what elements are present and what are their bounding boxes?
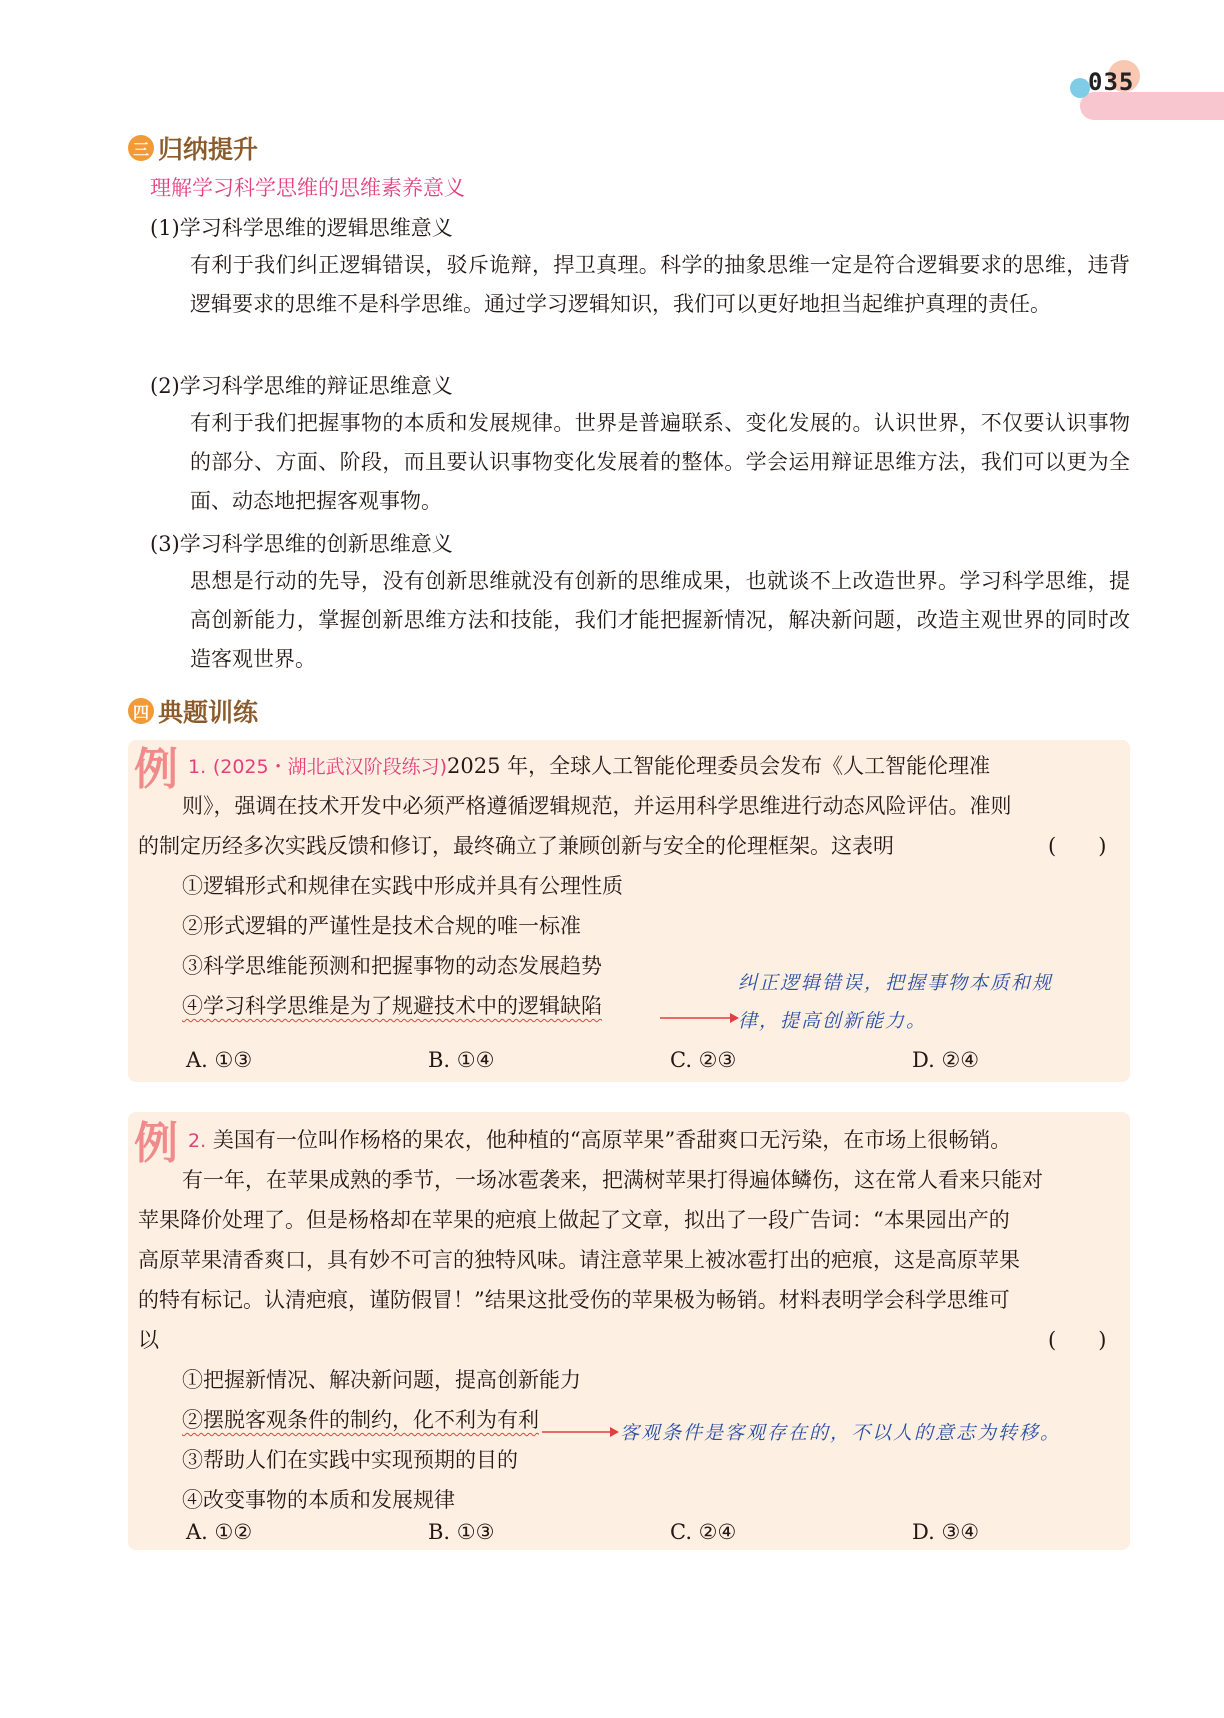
- example-text: 则》，强调在技术开发中必须严格遵循逻辑规范，并运用科学思维进行动态风险评估。准则: [182, 794, 1012, 818]
- handwritten-note: 纠正逻辑错误，把握事物本质和规: [738, 972, 1054, 994]
- statement-option: ④改变事物的本质和发展规律: [182, 1488, 455, 1512]
- example-text: 美国有一位叫作杨格的果农，他种植的“高原苹果”香甜爽口无污染，在市场上很畅销。: [212, 1128, 1012, 1152]
- handwritten-note: 客观条件是客观存在的，不以人的意志为转移。: [620, 1422, 1062, 1444]
- choice-a[interactable]: A. ①③: [186, 1048, 253, 1072]
- choice-b[interactable]: B. ①③: [428, 1520, 495, 1544]
- statement-option: [182, 1404, 539, 1434]
- example-text: 高原苹果清香爽口，具有妙不可言的独特风味。请注意苹果上被冰雹打出的疤痕，这是高原苹果: [138, 1248, 1020, 1272]
- section-subtitle: 理解学习科学思维的思维素养意义: [150, 176, 465, 200]
- statement-option: [182, 990, 602, 1020]
- example-text: 的特有标记。认清疤痕，谨防假冒！”结果这批受伤的苹果极为畅销。材料表明学会科学思维可: [138, 1288, 1010, 1312]
- example-text: 苹果降价处理了。但是杨格却在苹果的疤痕上做起了文章，拟出了一段广告词：“本果园出产的: [138, 1208, 1010, 1232]
- page-number: 035: [1088, 68, 1135, 96]
- section-number-badge: 四: [128, 698, 154, 724]
- choice-d[interactable]: D. ③④: [912, 1520, 980, 1544]
- statement-option: ①逻辑形式和规律在实践中形成并具有公理性质: [182, 874, 623, 898]
- choice-a[interactable]: A. ①②: [186, 1520, 253, 1544]
- section-number-badge: 三: [128, 135, 154, 161]
- point-body: 有利于我们把握事物的本质和发展规律。世界是普遍联系、变化发展的。认识世界，不仅要认识事物的部分、方面、阶段，而且要认识事物变化发展着的整体。学会运用辩证思维方法，我们可以更为全面、动态地把握客观事物。: [190, 411, 1130, 513]
- page-number-tab: [1080, 92, 1224, 120]
- section-heading: [128, 693, 258, 729]
- annotation-arrow-icon: [542, 1424, 622, 1440]
- example-first-line: [188, 750, 990, 780]
- answer-bracket: ( ): [1048, 834, 1107, 858]
- choice-d[interactable]: D. ②④: [912, 1048, 980, 1072]
- example-number: 1.: [188, 756, 207, 778]
- underlined-statement: ②摆脱客观条件的制约，化不利为有利: [182, 1408, 539, 1432]
- point-title: (3)学习科学思维的创新思维意义: [150, 532, 453, 556]
- section-title: 归纳提升: [158, 135, 259, 164]
- choice-b[interactable]: B. ①④: [428, 1048, 495, 1072]
- statement-option: ③帮助人们在实践中实现预期的目的: [182, 1448, 518, 1472]
- point-body: 有利于我们纠正逻辑错误，驳斥诡辩，捍卫真理。科学的抽象思维一定是符合逻辑要求的思维，违背逻辑要求的思维不是科学思维。通过学习逻辑知识，我们可以更好地担当起维护真理的责任。: [190, 253, 1130, 316]
- example-text: 2025 年，全球人工智能伦理委员会发布《人工智能伦理准: [447, 754, 991, 778]
- section-heading: [128, 130, 258, 166]
- statement-option: ②形式逻辑的严谨性是技术合规的唯一标准: [182, 914, 581, 938]
- example-mark: 例: [134, 1118, 178, 1169]
- example-text: 以: [138, 1328, 159, 1352]
- section-title: 典题训练: [158, 698, 259, 727]
- choice-c[interactable]: C. ②③: [670, 1048, 737, 1072]
- example-text: 有一年，在苹果成熟的季节，一场冰雹袭来，把满树苹果打得遍体鳞伤，这在常人看来只能对: [182, 1168, 1043, 1192]
- statement-option: ③科学思维能预测和把握事物的动态发展趋势: [182, 954, 602, 978]
- page-number-decor-dot: [1070, 78, 1090, 98]
- choice-c[interactable]: C. ②④: [670, 1520, 737, 1544]
- answer-bracket: ( ): [1048, 1328, 1107, 1352]
- example-number: 2.: [188, 1130, 207, 1152]
- underlined-statement: ④学习科学思维是为了规避技术中的逻辑缺陷: [182, 994, 602, 1018]
- point-body: 思想是行动的先导，没有创新思维就没有创新的思维成果，也就谈不上改造世界。学习科学思维，提高创新能力，掌握创新思维方法和技能，我们才能把握新情况，解决新问题，改造主观世界的同时改造客观世界。: [190, 569, 1130, 671]
- example-source: (2025・湖北武汉阶段练习): [212, 756, 448, 778]
- annotation-arrow-icon: [660, 1010, 740, 1026]
- example-first-line: [188, 1124, 1011, 1154]
- point-title: (2)学习科学思维的辩证思维意义: [150, 374, 453, 398]
- example-mark: 例: [134, 744, 178, 795]
- example-text: 的制定历经多次实践反馈和修订，最终确立了兼顾创新与安全的伦理框架。这表明: [138, 834, 894, 858]
- point-title: (1)学习科学思维的逻辑思维意义: [150, 216, 453, 240]
- handwritten-note: 律，提高创新能力。: [738, 1010, 928, 1032]
- statement-option: ①把握新情况、解决新问题，提高创新能力: [182, 1368, 581, 1392]
